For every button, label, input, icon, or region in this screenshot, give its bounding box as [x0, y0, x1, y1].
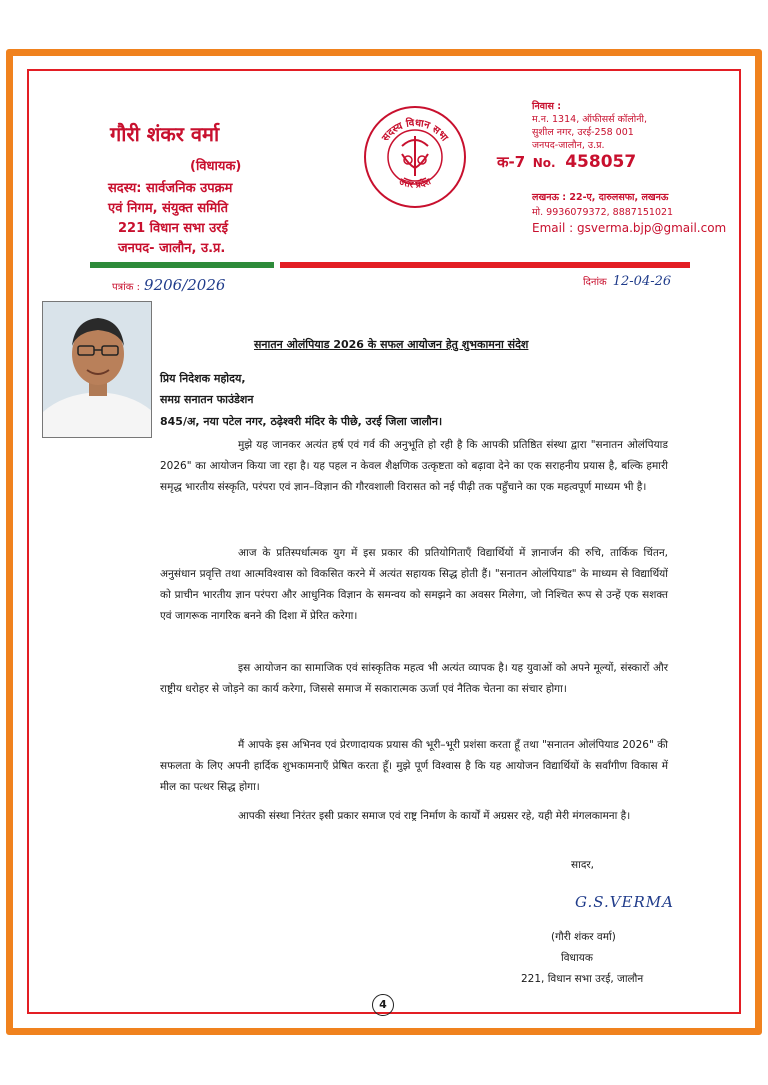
- date-value: 12-04-26: [612, 274, 672, 289]
- body-paragraph-2: आज के प्रतिस्पर्धात्मक युग में इस प्रकार की प्रतियोगिताएँ विद्यार्थियों में ज्ञानार्जन की रुचि, तार्किक चिंतन, अनुसंधान प्रवृत्ति तथा आत्मविश्वास को विकसित करने में अत्यंत सहायक सिद्ध होती हैं। "सनातन ओलंपियाड" के माध्यम से विद्यार्थियों को प्राचीन भारतीय ज्ञान परंपरा और आधुनिक विज्ञान के समन्वय को समझने का अवसर मिलेगा, जो निश्चित रूप से उन्हें एक सशक्त एवं जागरूक नागरिक बनने की दिशा में प्रेरित करेगा।: [160, 547, 668, 622]
- residence-label: निवास :: [532, 101, 562, 112]
- serial-number-block: [497, 152, 636, 172]
- assembly-seal: [362, 104, 468, 210]
- page-number: 4: [372, 994, 394, 1016]
- contact-block: [532, 190, 673, 220]
- membership-line-2: एवं निगम, संयुक्त समिति: [108, 201, 229, 216]
- signatory-name: (गौरी शंकर वर्मा): [551, 931, 616, 943]
- body-paragraph-5: आपकी संस्था निरंतर इसी प्रकार समाज एवं राष्ट्र निर्माण के कार्यों में अग्रसर रहे, यही मेरी मंगलकामना है।: [238, 810, 631, 822]
- serial-number: 458057: [565, 152, 637, 172]
- serial-no-label: No.: [532, 156, 556, 170]
- residence-line-2: सुशील नगर, उरई-258 001: [532, 127, 634, 138]
- mla-role: (विधायक): [190, 159, 242, 174]
- residence-line-3: जनपद-जालौन, उ.प्र.: [532, 140, 605, 151]
- handwritten-signature: G.S.VERMA: [575, 893, 674, 911]
- seal-top-text: सदस्य विधान सभा: [380, 117, 450, 144]
- phone-numbers: मो. 9936079372, 8887151021: [532, 207, 674, 218]
- constituency-line: 221 विधान सभा उरई: [118, 221, 229, 236]
- serial-prefix: क-7: [497, 153, 526, 171]
- recipient-address: 845/अ, नया पटेल नगर, ठढ़ेश्वरी मंदिर के पीछे, उरई जिला जालौन।: [160, 415, 443, 428]
- salutation-line-2: समग्र सनातन फाउंडेशन: [160, 393, 254, 406]
- body-paragraph-3: इस आयोजन का सामाजिक एवं सांस्कृतिक महत्व भी अत्यंत व्यापक है। यह युवाओं को अपने मूल्यों, संस्कारों और राष्ट्रीय धरोहर से जोड़ने का कार्य करेगा, जिससे समाज में सकारात्मक ऊर्जा एवं नैतिक चेतना का संचार होगा।: [160, 662, 668, 695]
- signatory-constituency: 221, विधान सभा उरई, जालौन: [521, 973, 644, 985]
- mla-photo: [42, 301, 152, 438]
- header-stripe: [90, 262, 690, 268]
- residence-line-1: म.न. 1314, ऑफीसर्स कॉलोनी,: [532, 114, 648, 125]
- salutation-line-1: प्रिय निदेशक महोदय,: [160, 372, 246, 385]
- reference-number: [112, 276, 225, 294]
- signatory-title: विधायक: [561, 952, 593, 964]
- letter-date: [583, 274, 671, 289]
- district-line: जनपद- जालौन, उ.प्र.: [118, 241, 226, 256]
- body-paragraph-4: मैं आपके इस अभिनव एवं प्रेरणादायक प्रयास की भूरी–भूरी प्रशंसा करता हूँ तथा "सनातन ओलंपियाड 2026" की सफलता के लिए अपनी हार्दिक शुभकामनाएँ प्रेषित करता हूँ। मुझे पूर्ण विश्वास है कि यह आयोजन विद्यार्थियों के सर्वांगीण विकास में मील का पत्थर सिद्ध होगा।: [160, 739, 668, 793]
- lucknow-address: लखनऊ : 22-ए, दारुलसफा, लखनऊ: [532, 192, 669, 203]
- mla-name: गौरी शंकर वर्मा: [110, 122, 220, 146]
- body-paragraph-1: मुझे यह जानकर अत्यंत हर्ष एवं गर्व की अनुभूति हो रही है कि आपकी प्रतिष्ठित संस्था द्वारा "सनातन ओलंपियाड 2026" का आयोजन किया जा रहा है। यह पहल न केवल शैक्षणिक उत्कृष्टता को बढ़ावा देने का एक सराहनीय प्रयास है, बल्कि हमारी समृद्ध भारतीय संस्कृति, परंपरा एवं ज्ञान–विज्ञान की गौरवशाली विरासत को नई पीढ़ी तक पहुँचाने का एक महत्वपूर्ण माध्यम भी है।: [160, 439, 668, 493]
- membership-line-1: सदस्य: सार्वजनिक उपक्रम: [108, 181, 233, 196]
- seal-bottom-text: उत्तर प्रदेश: [397, 177, 433, 191]
- closing-text: सादर,: [571, 859, 595, 871]
- svg-text:उत्तर प्रदेश: [396, 177, 433, 191]
- reference-value: 9206/2026: [144, 276, 226, 294]
- date-label: दिनांक: [583, 277, 607, 288]
- letter-subject: सनातन ओलंपियाड 2026 के सफल आयोजन हेतु शुभकामना संदेश: [254, 338, 529, 351]
- residence-block: [532, 100, 647, 152]
- email-address: Email : gsverma.bjp@gmail.com: [532, 221, 727, 235]
- reference-label: पत्रांक :: [112, 282, 141, 293]
